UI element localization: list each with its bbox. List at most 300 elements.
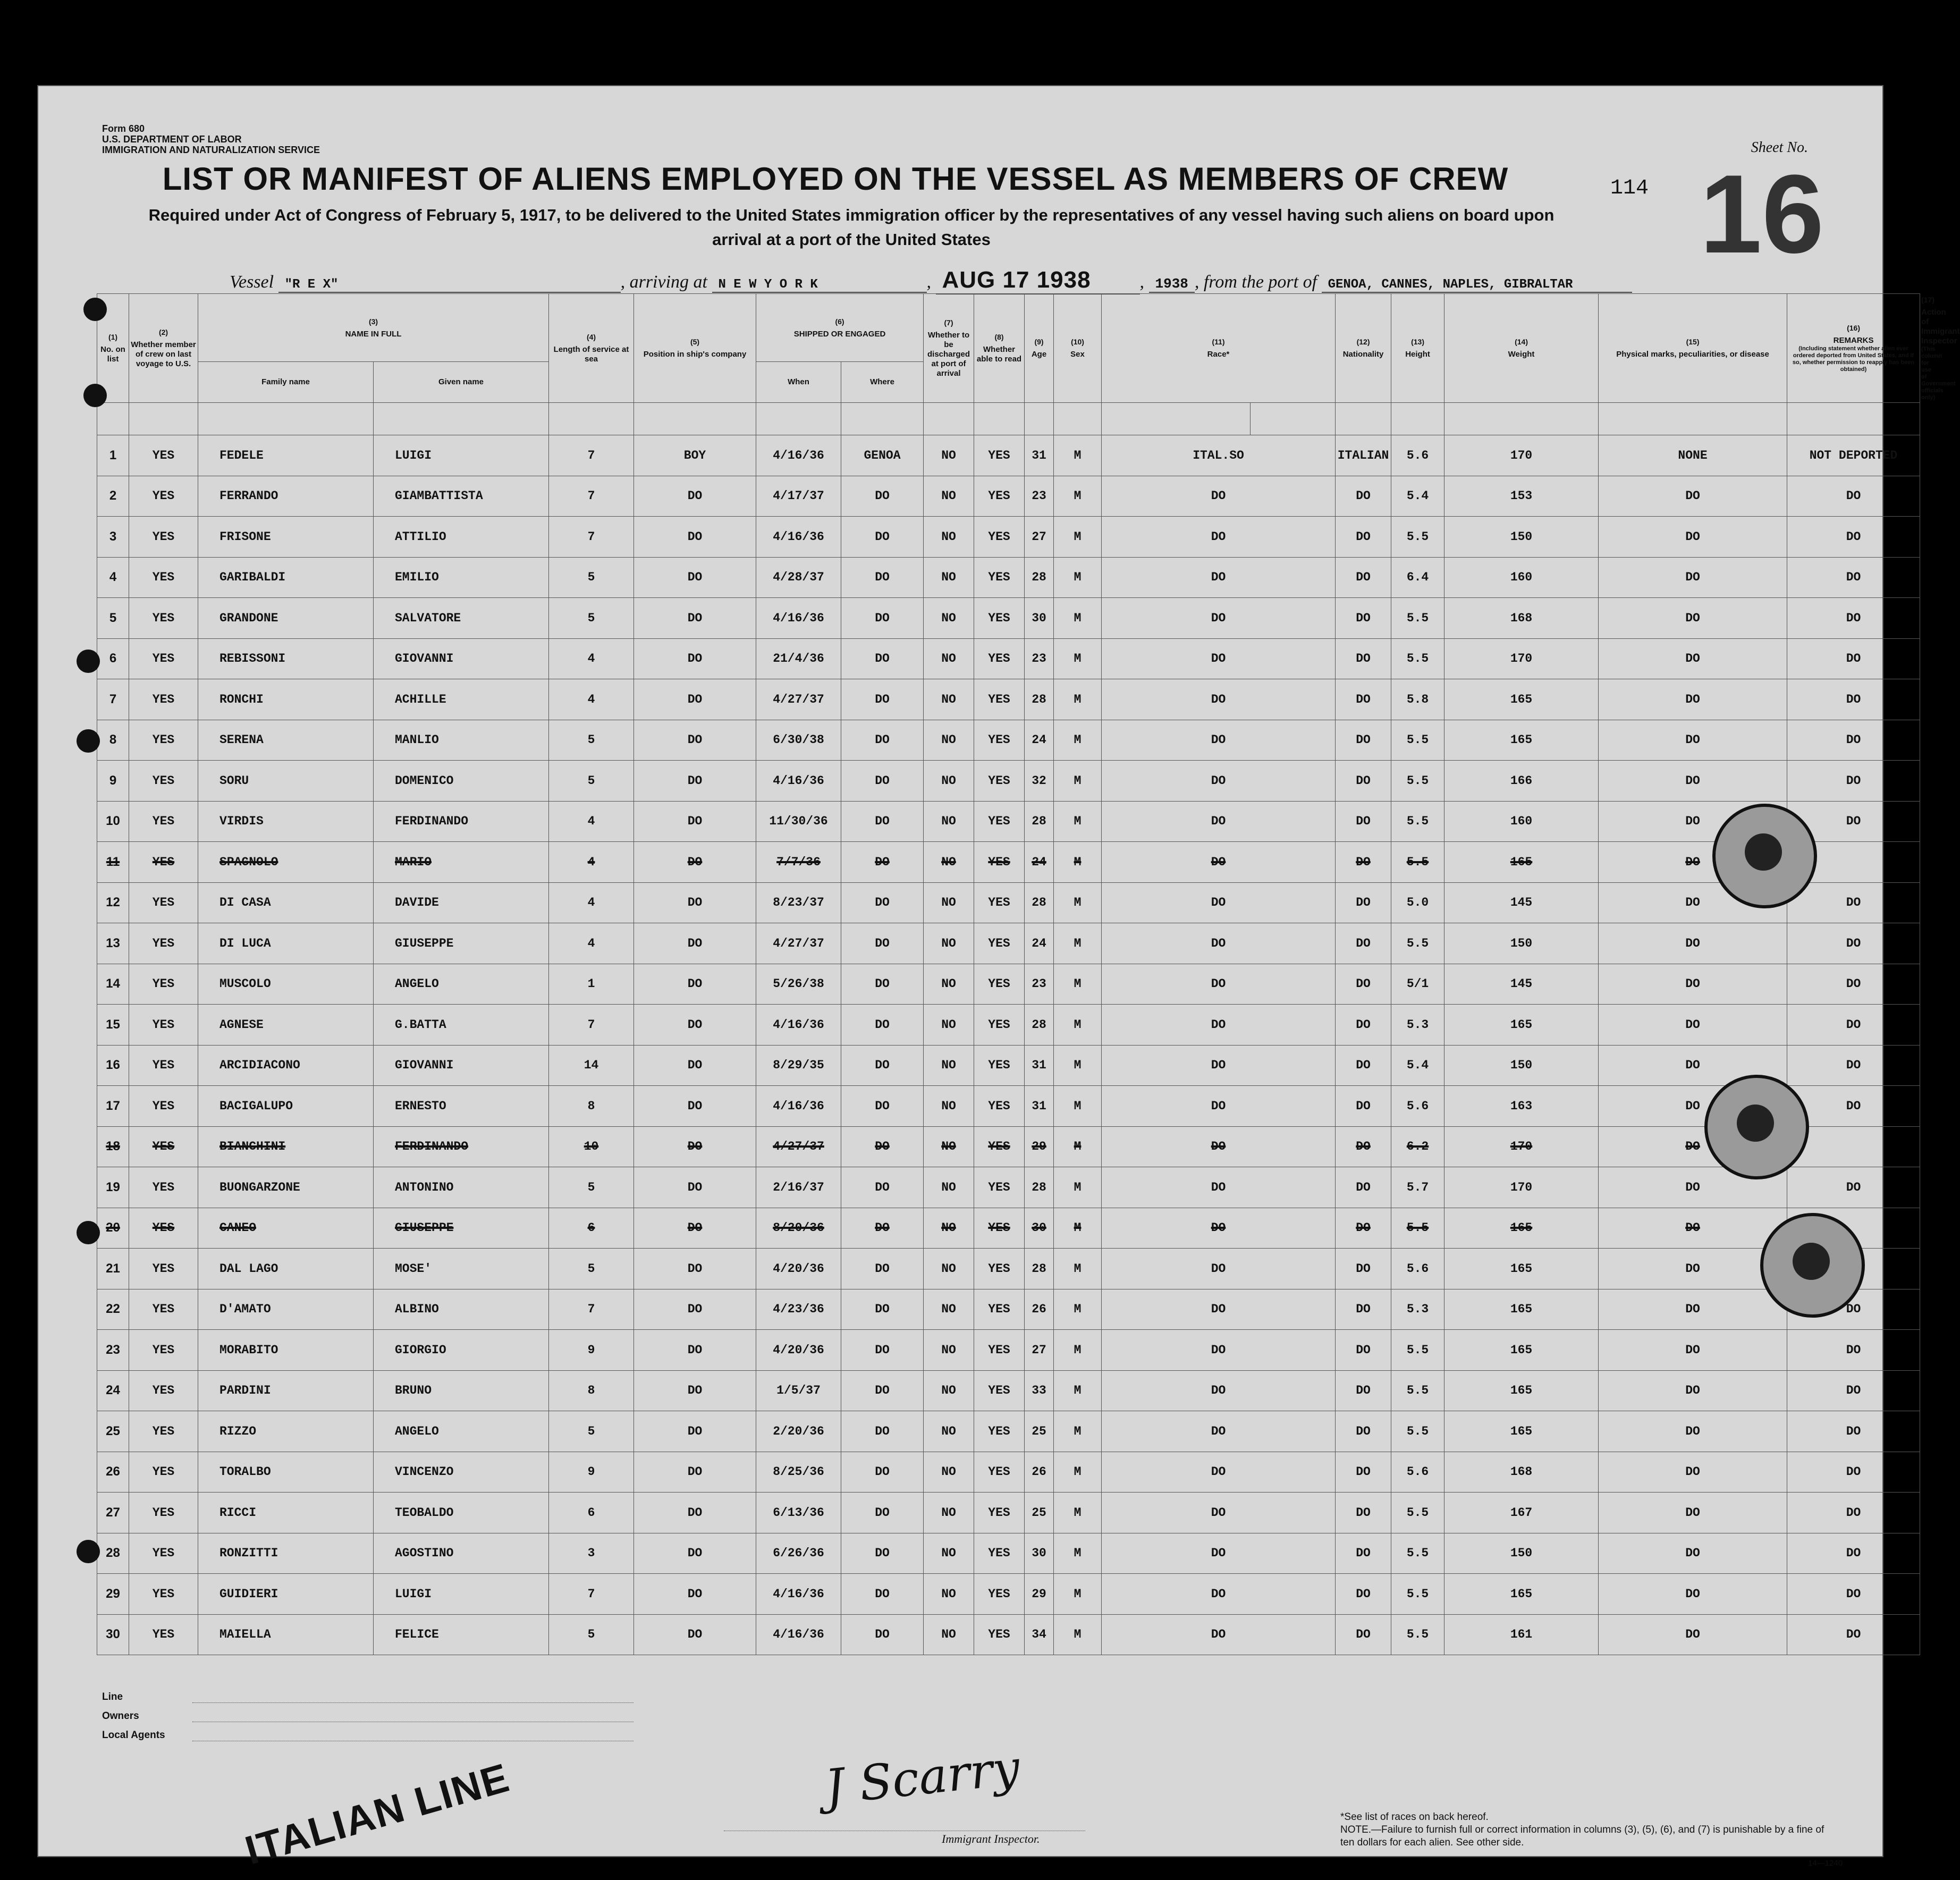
consulate-seal-icon bbox=[1704, 1075, 1809, 1179]
position-cell: DO bbox=[634, 720, 756, 761]
shipped-when-cell: 8/29/35 bbox=[756, 1045, 841, 1086]
table-row bbox=[97, 679, 1920, 720]
shipped-when-cell: 4/17/37 bbox=[756, 476, 841, 517]
weight-cell: 166 bbox=[1444, 761, 1599, 802]
punch-hole-icon bbox=[83, 384, 107, 407]
sex-cell: M bbox=[1054, 1086, 1102, 1127]
sex-cell: M bbox=[1054, 1249, 1102, 1289]
crew-member-cell: YES bbox=[129, 1289, 198, 1330]
table-row bbox=[97, 1167, 1920, 1208]
physical-marks-cell: DO bbox=[1599, 1249, 1787, 1289]
crew-member-cell: YES bbox=[129, 1249, 198, 1289]
sex-cell: M bbox=[1054, 1126, 1102, 1167]
position-cell: DO bbox=[634, 842, 756, 883]
given-name-cell: G.BATTA bbox=[374, 1005, 549, 1046]
given-name-cell: DOMENICO bbox=[374, 761, 549, 802]
shipped-when-cell: 4/16/36 bbox=[756, 761, 841, 802]
row-number: 28 bbox=[97, 1533, 129, 1574]
punch-hole-icon bbox=[77, 1540, 100, 1563]
discharged-cell: NO bbox=[924, 679, 974, 720]
row-number: 11 bbox=[97, 842, 129, 883]
discharged-cell: NO bbox=[924, 1330, 974, 1371]
family-name-cell: GUIDIERI bbox=[198, 1574, 374, 1615]
row-number: 2 bbox=[97, 476, 129, 517]
sex-cell: M bbox=[1054, 638, 1102, 679]
given-name-cell: GIUSEPPE bbox=[374, 923, 549, 964]
crew-member-cell: YES bbox=[129, 1411, 198, 1452]
family-name-cell: GARIBALDI bbox=[198, 557, 374, 598]
table-row bbox=[97, 476, 1920, 517]
physical-marks-cell: DO bbox=[1599, 1574, 1787, 1615]
footer-fields bbox=[102, 1691, 633, 1741]
service-cell: 4 bbox=[549, 679, 634, 720]
given-name-cell: GIUSEPPE bbox=[374, 1208, 549, 1249]
physical-marks-cell: DO bbox=[1599, 801, 1787, 842]
shipped-where-cell: DO bbox=[841, 882, 924, 923]
col-given-name: Given name bbox=[374, 362, 549, 403]
row-number: 15 bbox=[97, 1005, 129, 1046]
crew-member-cell: YES bbox=[129, 882, 198, 923]
row-number: 10 bbox=[97, 801, 129, 842]
remarks-cell: NOT DEPORTED bbox=[1787, 435, 1920, 476]
col-service: (4) Length of service at sea bbox=[549, 294, 634, 403]
family-name-cell: SPAGNOLO bbox=[198, 842, 374, 883]
service-cell: 5 bbox=[549, 557, 634, 598]
race-cell: DO bbox=[1102, 882, 1336, 923]
race-cell: DO bbox=[1102, 1167, 1336, 1208]
service-cell: 5 bbox=[549, 1411, 634, 1452]
nationality-cell: DO bbox=[1336, 1574, 1391, 1615]
able-to-read-cell: YES bbox=[974, 1452, 1025, 1493]
crew-member-cell: YES bbox=[129, 598, 198, 639]
age-cell: 32 bbox=[1025, 761, 1054, 802]
table-row bbox=[97, 1533, 1920, 1574]
race-cell: DO bbox=[1102, 1452, 1336, 1493]
age-cell: 26 bbox=[1025, 1452, 1054, 1493]
sex-cell: M bbox=[1054, 1370, 1102, 1411]
shipped-where-cell: DO bbox=[841, 598, 924, 639]
discharged-cell: NO bbox=[924, 1452, 974, 1493]
sheet-label: Sheet No. bbox=[1751, 139, 1808, 156]
discharged-cell: NO bbox=[924, 720, 974, 761]
sex-cell: M bbox=[1054, 435, 1102, 476]
family-name-cell: MORABITO bbox=[198, 1330, 374, 1371]
service-cell: 7 bbox=[549, 517, 634, 558]
shipped-when-cell: 4/16/36 bbox=[756, 1086, 841, 1127]
race-cell: DO bbox=[1102, 1249, 1336, 1289]
row-number: 20 bbox=[97, 1208, 129, 1249]
shipped-where-cell: DO bbox=[841, 923, 924, 964]
table-row bbox=[97, 801, 1920, 842]
given-name-cell: ALBINO bbox=[374, 1289, 549, 1330]
consulate-seal-icon bbox=[1712, 804, 1817, 908]
col-family-name: Family name bbox=[198, 362, 374, 403]
col-race: (11) Race* bbox=[1102, 294, 1336, 403]
able-to-read-cell: YES bbox=[974, 1574, 1025, 1615]
row-number: 16 bbox=[97, 1045, 129, 1086]
race-cell: ITAL.SO bbox=[1102, 435, 1336, 476]
from-label: from the port of bbox=[1203, 272, 1317, 292]
height-cell: 5.0 bbox=[1391, 882, 1444, 923]
physical-marks-cell: DO bbox=[1599, 517, 1787, 558]
nationality-cell: DO bbox=[1336, 1533, 1391, 1574]
weight-cell: 150 bbox=[1444, 1045, 1599, 1086]
given-name-cell: GIOVANNI bbox=[374, 638, 549, 679]
shipped-where-cell: DO bbox=[841, 1086, 924, 1127]
physical-marks-cell: DO bbox=[1599, 1452, 1787, 1493]
physical-marks-cell: DO bbox=[1599, 679, 1787, 720]
age-cell: 31 bbox=[1025, 1045, 1054, 1086]
position-cell: DO bbox=[634, 1167, 756, 1208]
row-number: 26 bbox=[97, 1452, 129, 1493]
able-to-read-cell: YES bbox=[974, 517, 1025, 558]
shipped-when-cell: 8/20/36 bbox=[756, 1208, 841, 1249]
shipped-where-cell: DO bbox=[841, 1005, 924, 1046]
family-name-cell: DAL LAGO bbox=[198, 1249, 374, 1289]
physical-marks-cell: DO bbox=[1599, 598, 1787, 639]
discharged-cell: NO bbox=[924, 598, 974, 639]
shipped-when-cell: 4/16/36 bbox=[756, 1614, 841, 1655]
sex-cell: M bbox=[1054, 679, 1102, 720]
shipped-when-cell: 4/16/36 bbox=[756, 1574, 841, 1615]
shipped-when-cell: 4/16/36 bbox=[756, 598, 841, 639]
owners-label: Owners bbox=[102, 1710, 139, 1722]
ports-value: GENOA, CANNES, NAPLES, GIBRALTAR bbox=[1322, 277, 1632, 293]
discharged-cell: NO bbox=[924, 1574, 974, 1615]
service-cell: 4 bbox=[549, 923, 634, 964]
crew-member-cell: YES bbox=[129, 1208, 198, 1249]
given-name-cell: ANGELO bbox=[374, 1411, 549, 1452]
able-to-read-cell: YES bbox=[974, 1249, 1025, 1289]
remarks-cell: DO bbox=[1787, 1493, 1920, 1533]
age-cell: 26 bbox=[1025, 1289, 1054, 1330]
discharged-cell: NO bbox=[924, 517, 974, 558]
given-name-cell: EMILIO bbox=[374, 557, 549, 598]
shipped-where-cell: DO bbox=[841, 1533, 924, 1574]
table-row bbox=[97, 1493, 1920, 1533]
arriving-label: arriving at bbox=[629, 272, 707, 292]
given-name-cell: FERDINANDO bbox=[374, 1126, 549, 1167]
age-cell: 27 bbox=[1025, 1330, 1054, 1371]
nationality-cell: DO bbox=[1336, 476, 1391, 517]
height-cell: 5.5 bbox=[1391, 1330, 1444, 1371]
col-sex: (10) Sex bbox=[1054, 294, 1102, 403]
discharged-cell: NO bbox=[924, 435, 974, 476]
family-name-cell: SERENA bbox=[198, 720, 374, 761]
family-name-cell: FERRANDO bbox=[198, 476, 374, 517]
weight-cell: 160 bbox=[1444, 801, 1599, 842]
nationality-cell: DO bbox=[1336, 679, 1391, 720]
discharged-cell: NO bbox=[924, 1370, 974, 1411]
col-nationality: (12) Nationality bbox=[1336, 294, 1391, 403]
physical-marks-cell: DO bbox=[1599, 1086, 1787, 1127]
weight-cell: 160 bbox=[1444, 557, 1599, 598]
table-row bbox=[97, 1249, 1920, 1289]
position-cell: DO bbox=[634, 801, 756, 842]
col-crew: (2) Whether member of crew on last voyage to U.S. bbox=[129, 294, 198, 403]
race-cell: DO bbox=[1102, 1086, 1336, 1127]
age-cell: 30 bbox=[1025, 1533, 1054, 1574]
table-row bbox=[97, 923, 1920, 964]
table-row bbox=[97, 1086, 1920, 1127]
height-cell: 5.6 bbox=[1391, 435, 1444, 476]
discharged-cell: NO bbox=[924, 1005, 974, 1046]
nationality-cell: DO bbox=[1336, 801, 1391, 842]
crew-member-cell: YES bbox=[129, 1167, 198, 1208]
height-cell: 6.2 bbox=[1391, 1126, 1444, 1167]
crew-member-cell: YES bbox=[129, 964, 198, 1005]
age-cell: 29 bbox=[1025, 1126, 1054, 1167]
discharged-cell: NO bbox=[924, 1493, 974, 1533]
row-number: 5 bbox=[97, 598, 129, 639]
weight-cell: 163 bbox=[1444, 1086, 1599, 1127]
shipped-where-cell: DO bbox=[841, 1614, 924, 1655]
able-to-read-cell: YES bbox=[974, 638, 1025, 679]
table-row bbox=[97, 720, 1920, 761]
service-cell: 5 bbox=[549, 1614, 634, 1655]
note-fine: NOTE.—Failure to furnish full or correct information in columns (3), (5), (6), and (7) is punishable by a fine of ten dollars for each alien. See other side. bbox=[1340, 1824, 1824, 1848]
age-cell: 23 bbox=[1025, 964, 1054, 1005]
age-cell: 25 bbox=[1025, 1411, 1054, 1452]
crew-member-cell: YES bbox=[129, 517, 198, 558]
crew-member-cell: YES bbox=[129, 476, 198, 517]
physical-marks-cell: DO bbox=[1599, 882, 1787, 923]
weight-cell: 150 bbox=[1444, 517, 1599, 558]
punch-hole-icon bbox=[77, 1221, 100, 1244]
remarks-cell: DO bbox=[1787, 1167, 1920, 1208]
nationality-cell: DO bbox=[1336, 842, 1391, 883]
given-name-cell: ANGELO bbox=[374, 964, 549, 1005]
service-cell: 14 bbox=[549, 1045, 634, 1086]
height-cell: 5.5 bbox=[1391, 801, 1444, 842]
height-cell: 5.3 bbox=[1391, 1289, 1444, 1330]
able-to-read-cell: YES bbox=[974, 476, 1025, 517]
race-cell: DO bbox=[1102, 1411, 1336, 1452]
discharged-cell: NO bbox=[924, 923, 974, 964]
crew-member-cell: YES bbox=[129, 557, 198, 598]
table-row bbox=[97, 517, 1920, 558]
shipped-when-cell: 4/27/37 bbox=[756, 679, 841, 720]
page-subtitle: Required under Act of Congress of February 5, 1917, to be delivered to the United States immigration officer by the representatives of any vessel having such aliens on board upon arrival at a port of the United States bbox=[148, 206, 1555, 249]
crew-member-cell: YES bbox=[129, 1330, 198, 1371]
remarks-cell: DO bbox=[1787, 679, 1920, 720]
table-row bbox=[97, 638, 1920, 679]
row-number: 29 bbox=[97, 1574, 129, 1615]
sex-cell: M bbox=[1054, 801, 1102, 842]
given-name-cell: LUIGI bbox=[374, 1574, 549, 1615]
age-cell: 28 bbox=[1025, 1167, 1054, 1208]
nationality-cell: DO bbox=[1336, 1249, 1391, 1289]
discharged-cell: NO bbox=[924, 1614, 974, 1655]
nationality-cell: DO bbox=[1336, 1208, 1391, 1249]
sex-cell: M bbox=[1054, 842, 1102, 883]
vessel-line: Vessel "R E X" , arriving at N E W Y O R K , AUG 17 1938 , 1938 , from the port of GENOA, CANNES, NAPLES, GIBRALTAR bbox=[230, 267, 1632, 294]
row-number: 21 bbox=[97, 1249, 129, 1289]
position-cell: DO bbox=[634, 1574, 756, 1615]
shipped-where-cell: DO bbox=[841, 1045, 924, 1086]
weight-cell: 165 bbox=[1444, 679, 1599, 720]
table-row bbox=[97, 842, 1920, 883]
sex-cell: M bbox=[1054, 720, 1102, 761]
crew-member-cell: YES bbox=[129, 1045, 198, 1086]
age-cell: 31 bbox=[1025, 1086, 1054, 1127]
physical-marks-cell: DO bbox=[1599, 638, 1787, 679]
sex-cell: M bbox=[1054, 1574, 1102, 1615]
row-number: 3 bbox=[97, 517, 129, 558]
age-cell: 30 bbox=[1025, 1208, 1054, 1249]
crew-member-cell: YES bbox=[129, 923, 198, 964]
remarks-cell: DO bbox=[1787, 517, 1920, 558]
remarks-cell: DO bbox=[1787, 1330, 1920, 1371]
crew-member-cell: YES bbox=[129, 720, 198, 761]
row-number: 14 bbox=[97, 964, 129, 1005]
age-cell: 28 bbox=[1025, 1005, 1054, 1046]
given-name-cell: MARIO bbox=[374, 842, 549, 883]
height-cell: 5.5 bbox=[1391, 598, 1444, 639]
service-cell: 6 bbox=[549, 1493, 634, 1533]
weight-cell: 165 bbox=[1444, 1208, 1599, 1249]
page-title: LIST OR MANIFEST OF ALIENS EMPLOYED ON THE VESSEL AS MEMBERS OF CREW bbox=[162, 161, 1509, 197]
service-cell: 7 bbox=[549, 1289, 634, 1330]
race-cell: DO bbox=[1102, 1330, 1336, 1371]
shipped-where-cell: DO bbox=[841, 557, 924, 598]
table-row bbox=[97, 761, 1920, 802]
able-to-read-cell: YES bbox=[974, 1167, 1025, 1208]
row-number: 12 bbox=[97, 882, 129, 923]
remarks-cell: DO bbox=[1787, 1005, 1920, 1046]
nationality-cell: DO bbox=[1336, 1086, 1391, 1127]
col-age: (9) Age bbox=[1025, 294, 1054, 403]
form-id: Form 680 U.S. DEPARTMENT OF LABOR IMMIGRATION AND NATURALIZATION SERVICE bbox=[102, 123, 320, 155]
height-cell: 5.5 bbox=[1391, 923, 1444, 964]
given-name-cell: DAVIDE bbox=[374, 882, 549, 923]
position-cell: DO bbox=[634, 1045, 756, 1086]
physical-marks-cell: DO bbox=[1599, 1533, 1787, 1574]
note-races: *See list of races on back hereof. bbox=[1340, 1811, 1489, 1823]
col-remarks: (16) REMARKS (Including statement whether alien ever ordered deported from United States, and if so, whether permission to reapply has been obtained) bbox=[1787, 294, 1920, 403]
shipped-where-cell: DO bbox=[841, 1493, 924, 1533]
weight-cell: 165 bbox=[1444, 1370, 1599, 1411]
family-name-cell: AGNESE bbox=[198, 1005, 374, 1046]
nationality-cell: ITALIAN bbox=[1336, 435, 1391, 476]
family-name-cell: ARCIDIACONO bbox=[198, 1045, 374, 1086]
age-cell: 28 bbox=[1025, 679, 1054, 720]
remarks-cell: DO bbox=[1787, 1045, 1920, 1086]
sheet-number: 16 bbox=[1700, 151, 1824, 276]
weight-cell: 168 bbox=[1444, 1452, 1599, 1493]
remarks-cell: DO bbox=[1787, 882, 1920, 923]
line-field bbox=[192, 1691, 633, 1703]
physical-marks-cell: DO bbox=[1599, 761, 1787, 802]
service-cell: 8 bbox=[549, 1370, 634, 1411]
table-row bbox=[97, 1005, 1920, 1046]
shipped-when-cell: 6/13/36 bbox=[756, 1493, 841, 1533]
sex-cell: M bbox=[1054, 1533, 1102, 1574]
race-cell: DO bbox=[1102, 761, 1336, 802]
height-cell: 5.7 bbox=[1391, 1167, 1444, 1208]
crew-member-cell: YES bbox=[129, 842, 198, 883]
sex-cell: M bbox=[1054, 1289, 1102, 1330]
shipped-where-cell: DO bbox=[841, 842, 924, 883]
col-marks: (15) Physical marks, peculiarities, or disease bbox=[1599, 294, 1787, 403]
shipped-when-cell: 4/16/36 bbox=[756, 1005, 841, 1046]
shipped-where-cell: DO bbox=[841, 1411, 924, 1452]
family-name-cell: BUONGARZONE bbox=[198, 1167, 374, 1208]
shipped-where-cell: DO bbox=[841, 638, 924, 679]
age-cell: 28 bbox=[1025, 801, 1054, 842]
table-row bbox=[97, 557, 1920, 598]
nationality-cell: DO bbox=[1336, 1005, 1391, 1046]
family-name-cell: GRANDONE bbox=[198, 598, 374, 639]
row-number: 7 bbox=[97, 679, 129, 720]
able-to-read-cell: YES bbox=[974, 1493, 1025, 1533]
able-to-read-cell: YES bbox=[974, 1330, 1025, 1371]
form-code: 14—1240 bbox=[1808, 1859, 1843, 1868]
physical-marks-cell: DO bbox=[1599, 1126, 1787, 1167]
crew-member-cell: YES bbox=[129, 1452, 198, 1493]
family-name-cell: D'AMATO bbox=[198, 1289, 374, 1330]
age-cell: 23 bbox=[1025, 476, 1054, 517]
crew-rows bbox=[97, 403, 1920, 1655]
physical-marks-cell: DO bbox=[1599, 1208, 1787, 1249]
position-cell: DO bbox=[634, 761, 756, 802]
col-when: When bbox=[756, 362, 841, 403]
nationality-cell: DO bbox=[1336, 1614, 1391, 1655]
shipped-when-cell: 4/20/36 bbox=[756, 1330, 841, 1371]
table-row bbox=[97, 1330, 1920, 1371]
weight-cell: 165 bbox=[1444, 1249, 1599, 1289]
able-to-read-cell: YES bbox=[974, 923, 1025, 964]
punch-hole-icon bbox=[77, 650, 100, 673]
remarks-cell: DO bbox=[1787, 761, 1920, 802]
discharged-cell: NO bbox=[924, 1289, 974, 1330]
nationality-cell: DO bbox=[1336, 557, 1391, 598]
weight-cell: 165 bbox=[1444, 1574, 1599, 1615]
service-cell: 5 bbox=[549, 1167, 634, 1208]
shipped-when-cell: 4/27/37 bbox=[756, 923, 841, 964]
physical-marks-cell: DO bbox=[1599, 1411, 1787, 1452]
remarks-cell: DO bbox=[1787, 720, 1920, 761]
shipped-where-cell: DO bbox=[841, 476, 924, 517]
sex-cell: M bbox=[1054, 1614, 1102, 1655]
row-number: 19 bbox=[97, 1167, 129, 1208]
shipped-when-cell: 2/20/36 bbox=[756, 1411, 841, 1452]
shipped-where-cell: DO bbox=[841, 1126, 924, 1167]
age-cell: 28 bbox=[1025, 882, 1054, 923]
sex-cell: M bbox=[1054, 1330, 1102, 1371]
sex-cell: M bbox=[1054, 1411, 1102, 1452]
col-read: (8) Whether able to read bbox=[974, 294, 1025, 403]
service-cell: 9 bbox=[549, 1330, 634, 1371]
agents-label: Local Agents bbox=[102, 1730, 165, 1741]
given-name-cell: GIORGIO bbox=[374, 1330, 549, 1371]
nationality-cell: DO bbox=[1336, 1452, 1391, 1493]
service-cell: 5 bbox=[549, 761, 634, 802]
table-row bbox=[97, 1574, 1920, 1615]
race-cell: DO bbox=[1102, 1574, 1336, 1615]
crew-member-cell: YES bbox=[129, 1533, 198, 1574]
table-row bbox=[97, 1411, 1920, 1452]
given-name-cell: ANTONINO bbox=[374, 1167, 549, 1208]
nationality-cell: DO bbox=[1336, 720, 1391, 761]
discharged-cell: NO bbox=[924, 1249, 974, 1289]
sex-cell: M bbox=[1054, 1208, 1102, 1249]
height-cell: 5.4 bbox=[1391, 476, 1444, 517]
nationality-cell: DO bbox=[1336, 1126, 1391, 1167]
height-cell: 5.5 bbox=[1391, 1614, 1444, 1655]
given-name-cell: SALVATORE bbox=[374, 598, 549, 639]
able-to-read-cell: YES bbox=[974, 761, 1025, 802]
